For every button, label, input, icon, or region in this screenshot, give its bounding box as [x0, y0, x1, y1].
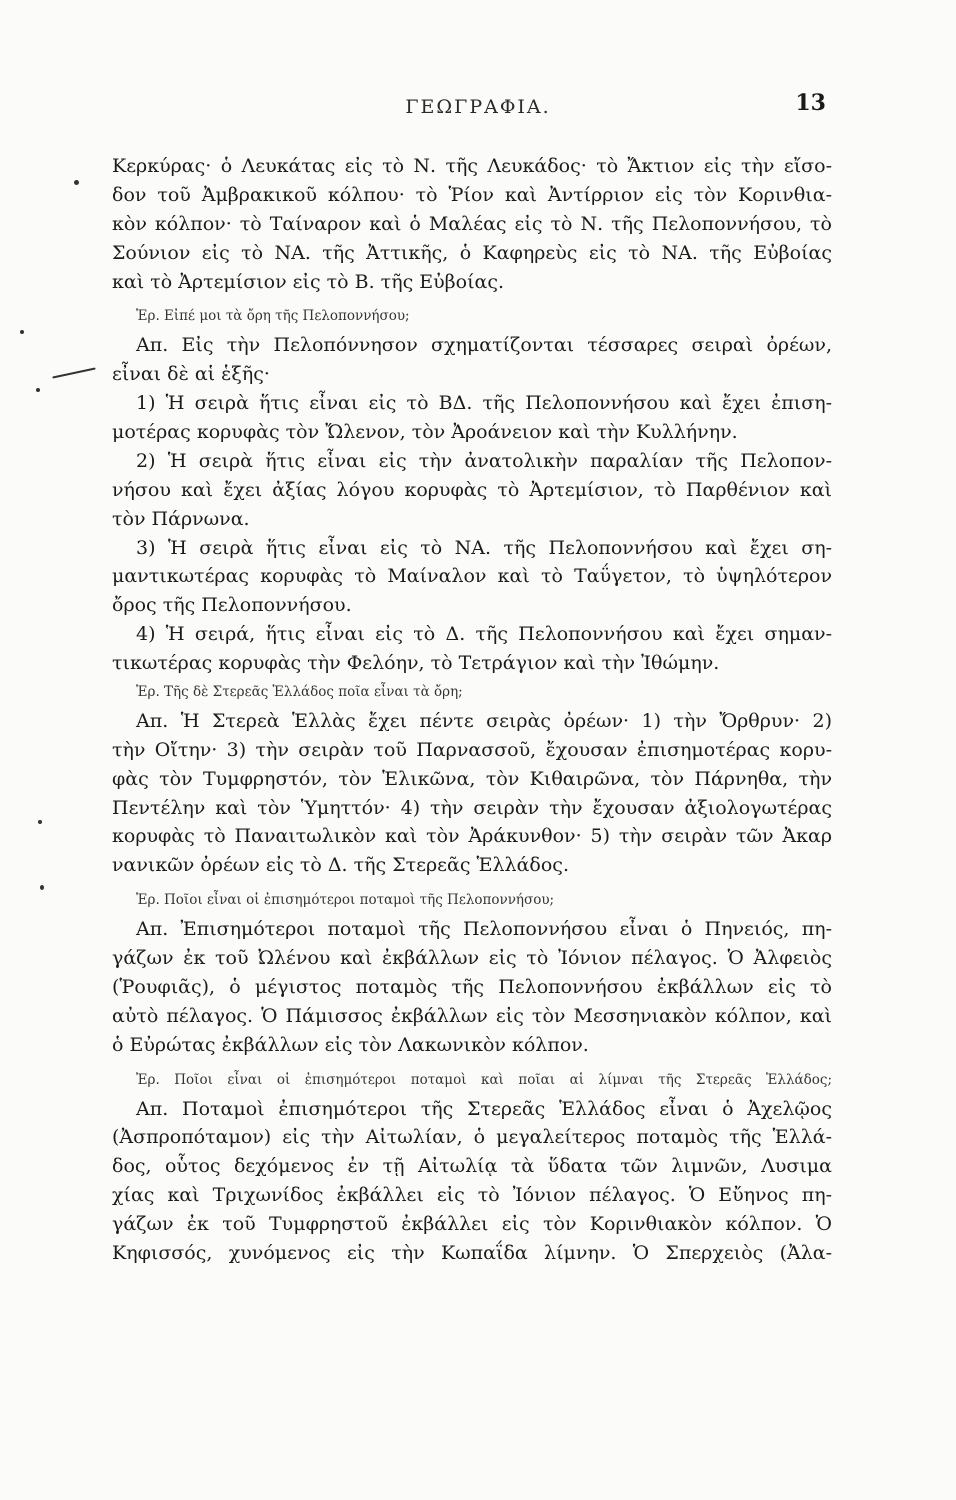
text-line: εἶναι δὲ αἱ ἑξῆς· [112, 363, 270, 386]
text-line: τὴν Οἴτην· 3) τὴν σειρὰν τοῦ Παρνασσοῦ, ἔχουσαν ἐπισημοτέρας κορυ- [112, 738, 832, 761]
running-title: ΓΕΩΓΡΑΦΙΑ. [405, 96, 551, 118]
text-line: γάζων ἐκ τοῦ Ὠλένου καὶ ἐκβάλλων εἰς τὸ Ἰόνιον πέλαγος. Ὁ Ἀλφειὸς [112, 947, 832, 970]
text-line: Κηφισσός, χυνόμενος εἰς τὴν Κωπαΐδα λίμνην. Ὁ Σπερχειὸς (Ἀλα- [112, 1241, 832, 1264]
list-item-line: 1) Ἡ σειρὰ ἥτις εἶναι εἰς τὸ ΒΔ. τῆς Πελοποννήσου καὶ ἔχει ἐπιση- [136, 392, 832, 415]
text-line: Σούνιον εἰς τὸ ΝΑ. τῆς Ἀττικῆς, ὁ Καφηρεὺς εἰς τὸ ΝΑ. τῆς Εὐβοίας [112, 241, 832, 264]
text-line: ὁ Εὐρώτας ἐκβάλλων εἰς τὸν Λακωνικὸν κόλπον. [112, 1033, 589, 1056]
margin-speck [38, 820, 42, 824]
text-line: κὸν κόλπον· τὸ Ταίναρον καὶ ὁ Μαλέας εἰς τὸ Ν. τῆς Πελοποννήσου, τὸ [112, 212, 832, 235]
list-item-line: 2) Ἡ σειρὰ ἥτις εἶναι εἰς τὴν ἀνατολικὴν παραλίαν τῆς Πελοπον- [136, 449, 832, 472]
answer-line: Απ. Ἐπισημότεροι ποταμοὶ τῆς Πελοποννήσου εἶναι ὁ Πηνειός, πη- [136, 918, 832, 941]
text-line: γάζων ἐκ τοῦ Τυμφρηστοῦ ἐκβάλλει εἰς τὸν Κορινθιακὸν κόλπον. Ὁ [112, 1213, 832, 1236]
margin-speck [40, 885, 44, 890]
question-line: Ἐρ. Τῆς δὲ Στερεᾶς Ἑλλάδος ποῖα εἶναι τὰ ὄρη; [136, 684, 463, 701]
text-line: φὰς τὸν Τυμφρηστόν, τὸν Ἑλικῶνα, τὸν Κιθαιρῶνα, τὸν Πάρνηθα, τὴν [112, 767, 832, 790]
text-line: Κερκύρας· ὁ Λευκάτας εἰς τὸ Ν. τῆς Λευκάδος· τὸ Ἄκτιον εἰς τὴν εἴσο- [112, 155, 832, 177]
page-body [112, 152, 832, 1268]
question-line: Ἐρ. Ποῖοι εἶναι οἱ ἐπισημότεροι ποταμοὶ καὶ ποῖαι αἱ λίμναι τῆς Στερεᾶς Ἑλλάδος; [136, 1071, 832, 1088]
text-line: κορυφὰς τὸ Παναιτωλικὸν καὶ τὸν Ἀράκυνθον· 5) τὴν σειρὰν τῶν Ἀκαρ [112, 825, 832, 848]
page-number: 13 [795, 90, 826, 116]
text-line: νήσου καὶ ἔχει ἀξίας λόγου κορυφὰς τὸ Ἀρτεμίσιον, τὸ Παρθένιον καὶ [112, 478, 832, 501]
text-line: ὄρος τῆς Πελοποννήσου. [112, 594, 352, 617]
question-line: Ἐρ. Ποῖοι εἶναι οἱ ἐπισημότεροι ποταμοὶ τῆς Πελοποννήσου; [136, 892, 555, 909]
text-line: Πεντέλην καὶ τὸν Ὑμηττόν· 4) τὴν σειρὰν τὴν ἔχουσαν ἀξιολογωτέρας [112, 796, 832, 819]
margin-speck [36, 388, 40, 392]
text-line: καὶ τὸ Ἀρτεμίσιον εἰς τὸ Β. τῆς Εὐβοίας. [112, 270, 505, 293]
answer-line: Απ. Εἰς τὴν Πελοπόννησον σχηματίζονται τέσσαρες σειραὶ ὀρέων, [136, 334, 832, 357]
list-item-line: 3) Ἡ σειρὰ ἥτις εἶναι εἰς τὸ ΝΑ. τῆς Πελοποννήσου καὶ ἔχει ση- [136, 536, 832, 559]
text-line: δος, οὗτος δεχόμενος ἐν τῇ Αἰτωλίᾳ τὰ ὕδατα τῶν λιμνῶν, Λυσιμα [112, 1155, 832, 1178]
text-line: τὸν Πάρνωνα. [112, 507, 250, 530]
pencil-dash [52, 367, 95, 378]
page-header [0, 90, 956, 130]
text-line: (Ῥουφιᾶς), ὁ μέγιστος ποταμὸς τῆς Πελοποννήσου ἐκβάλλων εἰς τὸ [112, 975, 832, 998]
text-line: (Ἀσπροπόταμον) εἰς τὴν Αἰτωλίαν, ὁ μεγαλείτερος ποταμὸς τῆς Ἑλλά- [112, 1126, 832, 1149]
text-line: μοτέρας κορυφὰς τὸν Ὤλενον, τὸν Ἀροάνειον καὶ τὴν Κυλλήνην. [112, 421, 738, 444]
text-line: μαντικωτέρας κορυφὰς τὸ Μαίναλον καὶ τὸ Ταΰγετον, τὸ ὑψηλότερον [112, 565, 832, 588]
text-line: νανικῶν ὀρέων εἰς τὸ Δ. τῆς Στερεᾶς Ἑλλάδος. [112, 854, 569, 877]
list-item-line: 4) Ἡ σειρά, ἥτις εἶναι εἰς τὸ Δ. τῆς Πελοποννήσου καὶ ἔχει σημαν- [136, 623, 832, 646]
answer-line: Απ. Ἡ Στερεὰ Ἑλλὰς ἔχει πέντε σειρὰς ὀρέων· 1) τὴν Ὄρθρυν· 2) [136, 709, 832, 732]
question-line: Ἐρ. Εἰπέ μοι τὰ ὄρη τῆς Πελοποννήσου; [136, 308, 410, 325]
text-line: αὐτὸ πέλαγος. Ὁ Πάμισσος ἐκβάλλων εἰς τὸν Μεσσηνιακὸν κόλπον, καὶ [112, 1004, 832, 1027]
text-line: χίας καὶ Τριχωνίδος ἐκβάλλει εἰς τὸ Ἰόνιον πέλαγος. Ὁ Εὔηνος πη- [112, 1184, 832, 1207]
margin-speck [20, 330, 24, 334]
text-line: δον τοῦ Ἀμβρακικοῦ κόλπου· τὸ Ῥίον καὶ Ἀντίρριον εἰς τὸν Κορινθια- [112, 183, 832, 206]
margin-speck [74, 180, 79, 185]
answer-line: Απ. Ποταμοὶ ἐπισημότεροι τῆς Στερεᾶς Ἑλλάδος εἶναι ὁ Ἀχελῷος [136, 1097, 832, 1120]
text-line: τικωτέρας κορυφὰς τὴν Φελόην, τὸ Τετράγιον καὶ τὴν Ἰθώμην. [112, 652, 720, 675]
